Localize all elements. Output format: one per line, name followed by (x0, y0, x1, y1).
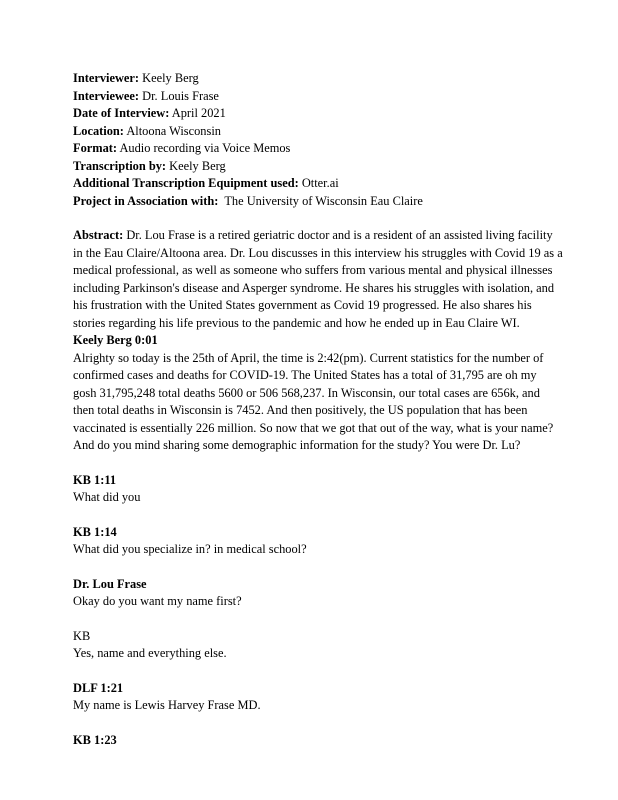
metadata-project (73, 193, 563, 211)
utterance-text: Alrighty so today is the 25th of April, the time is 2:42(pm). Current statistics for the number of confirmed cases and deaths for COVID-19. The United States has a total of 31,795 are oh my gosh 31,795,248 total deaths 5600 or 506 568,237. In Wisconsin, our total cases are 656k, and then total deaths in Wisconsin is 7452. And then positively, the US population that has been vaccinated is essentially 226 million. So now that we got that out of the way, what is your name? And do you mind sharing some demographic information for the study? You were Dr. Lu? (73, 350, 554, 452)
metadata-label: Interviewee: (73, 88, 140, 103)
metadata-transcription-by (73, 158, 563, 176)
transcript-entry (73, 472, 563, 507)
metadata-interviewer (73, 70, 563, 88)
utterance-text: My name is Lewis Harvey Frase MD. (73, 698, 261, 712)
metadata-location (73, 123, 563, 141)
abstract-text: Dr. Lou Frase is a retired geriatric doctor and is a resident of an assisted living facility in the Eau Claire/Altoona area. Dr. Lou discusses in this interview his struggles with Covid 19 as a medical professional, as well as someone who suffers from various mental and physical illnesses including Parkinson's disease and Asperger syndrome. He shares his struggles with isolation, and his frustration with the United States government as Covid 19 progressed. He also shares his stories regarding his life previous to the pandemic and how he ended up in Eau Claire WI. (73, 228, 563, 330)
metadata-label: Project in Association with: (73, 193, 219, 208)
metadata-label: Location: (73, 123, 124, 138)
speaker-label: KB 1:23 (73, 732, 117, 747)
metadata-value: Keely Berg (166, 158, 226, 173)
interview-metadata (73, 70, 563, 210)
metadata-value: Altoona Wisconsin (123, 123, 221, 138)
transcript-entry (73, 732, 563, 750)
utterance-text: Okay do you want my name first? (73, 594, 242, 608)
metadata-value: The University of Wisconsin Eau Claire (218, 193, 423, 208)
metadata-date (73, 105, 563, 123)
speaker-label: Dr. Lou Frase (73, 576, 147, 591)
transcript-entry (73, 332, 563, 455)
metadata-label: Format: (73, 141, 118, 155)
metadata-value: Audio recording via Voice Memos (117, 141, 291, 155)
metadata-label: Transcription by: (73, 158, 167, 173)
speaker-label: KB (73, 628, 91, 643)
metadata-value: Keely Berg (139, 71, 199, 85)
metadata-label: Interviewer: (73, 71, 140, 85)
abstract-label: Abstract: (73, 228, 124, 242)
transcript-entry (73, 628, 563, 663)
transcript-entry (73, 576, 563, 611)
metadata-equipment (73, 175, 563, 193)
speaker-label: KB 1:14 (73, 524, 117, 539)
metadata-value: Otter.ai (298, 176, 339, 190)
abstract (73, 227, 563, 332)
metadata-label: Additional Transcription Equipment used: (73, 176, 299, 190)
transcript (73, 332, 563, 749)
speaker-label: Keely Berg 0:01 (73, 333, 158, 347)
speaker-label: KB 1:11 (73, 472, 117, 487)
transcript-entry (73, 680, 563, 715)
metadata-format (73, 140, 563, 158)
utterance-text: What did you specialize in? in medical school? (73, 542, 307, 556)
speaker-label: DLF 1:21 (73, 680, 124, 695)
metadata-interviewee (73, 88, 563, 106)
transcript-entry (73, 524, 563, 559)
utterance-text: What did you (73, 490, 141, 504)
document-body (73, 70, 563, 749)
metadata-value: Dr. Louis Frase (139, 88, 219, 103)
metadata-value: April 2021 (169, 106, 226, 120)
metadata-label: Date of Interview: (73, 106, 170, 120)
utterance-text: Yes, name and everything else. (73, 646, 227, 660)
